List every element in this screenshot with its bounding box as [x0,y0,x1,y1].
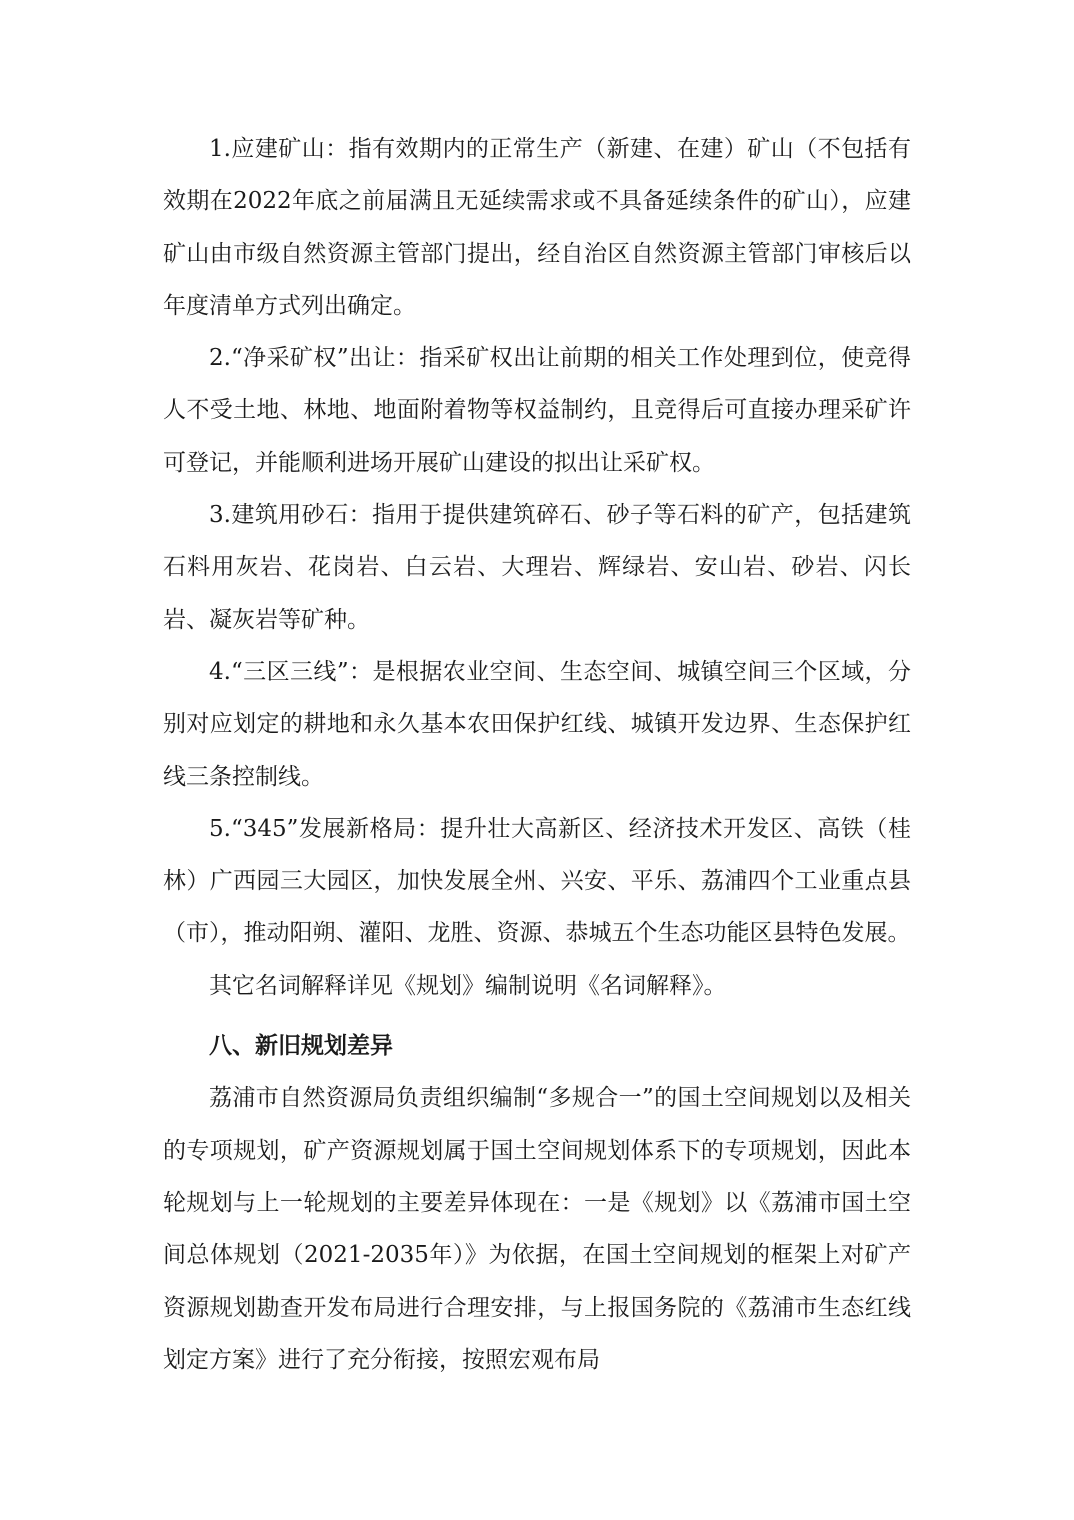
definition-paragraph-3: 3.建筑用砂石：指用于提供建筑碎石、砂子等石料的矿产，包括建筑石料用灰岩、花岗岩、白云岩、大理岩、辉绿岩、安山岩、砂岩、闪长岩、凝灰岩等矿种。 [163,502,911,633]
definition-paragraph-5: 5.“345”发展新格局：提升壮大高新区、经济技术开发区、高铁（桂林）广西园三大园区，加快发展全州、兴安、平乐、荔浦四个工业重点县（市），推动阳朔、灌阳、龙胜、资源、恭城五个生态功能区县特色发展。 [163,815,911,947]
section-heading: 八、新旧规划差异 [209,1033,393,1060]
definition-paragraph-1: 1.应建矿山：指有效期内的正常生产（新建、在建）矿山（不包括有效期在2022年底之前届满且无延续需求或不具备延续条件的矿山），应建矿山由市级自然资源主管部门提出，经自治区自然资源主管部门审核后以年度清单方式列出确定。 [163,136,911,319]
other-terms-paragraph: 其它名词解释详见《规划》编制说明《名词解释》。 [209,972,727,999]
document-body [163,123,911,1386]
definition-paragraph-4: 4.“三区三线”：是根据农业空间、生态空间、城镇空间三个区域，分别对应划定的耕地和永久基本农田保护红线、城镇开发边界、生态保护红线三条控制线。 [163,658,911,790]
definition-paragraph-2: 2.“净采矿权”出让：指采矿权出让前期的相关工作处理到位，使竞得人不受土地、林地、地面附着物等权益制约，且竞得后可直接办理采矿许可登记，并能顺利进场开展矿山建设的拟出让采矿权。 [163,345,911,476]
section-paragraph: 荔浦市自然资源局负责组织编制“多规合一”的国土空间规划以及相关的专项规划，矿产资源规划属于国土空间规划体系下的专项规划，因此本轮规划与上一轮规划的主要差异体现在：一是《规划》以《荔浦市国土空间总体规划（2021-2035年）》为依据，在国土空间规划的框架上对矿产资源规划勘查开发布局进行合理安排，与上报国务院的《荔浦市生态红线划定方案》进行了充分衔接，按照宏观布局 [163,1085,911,1373]
